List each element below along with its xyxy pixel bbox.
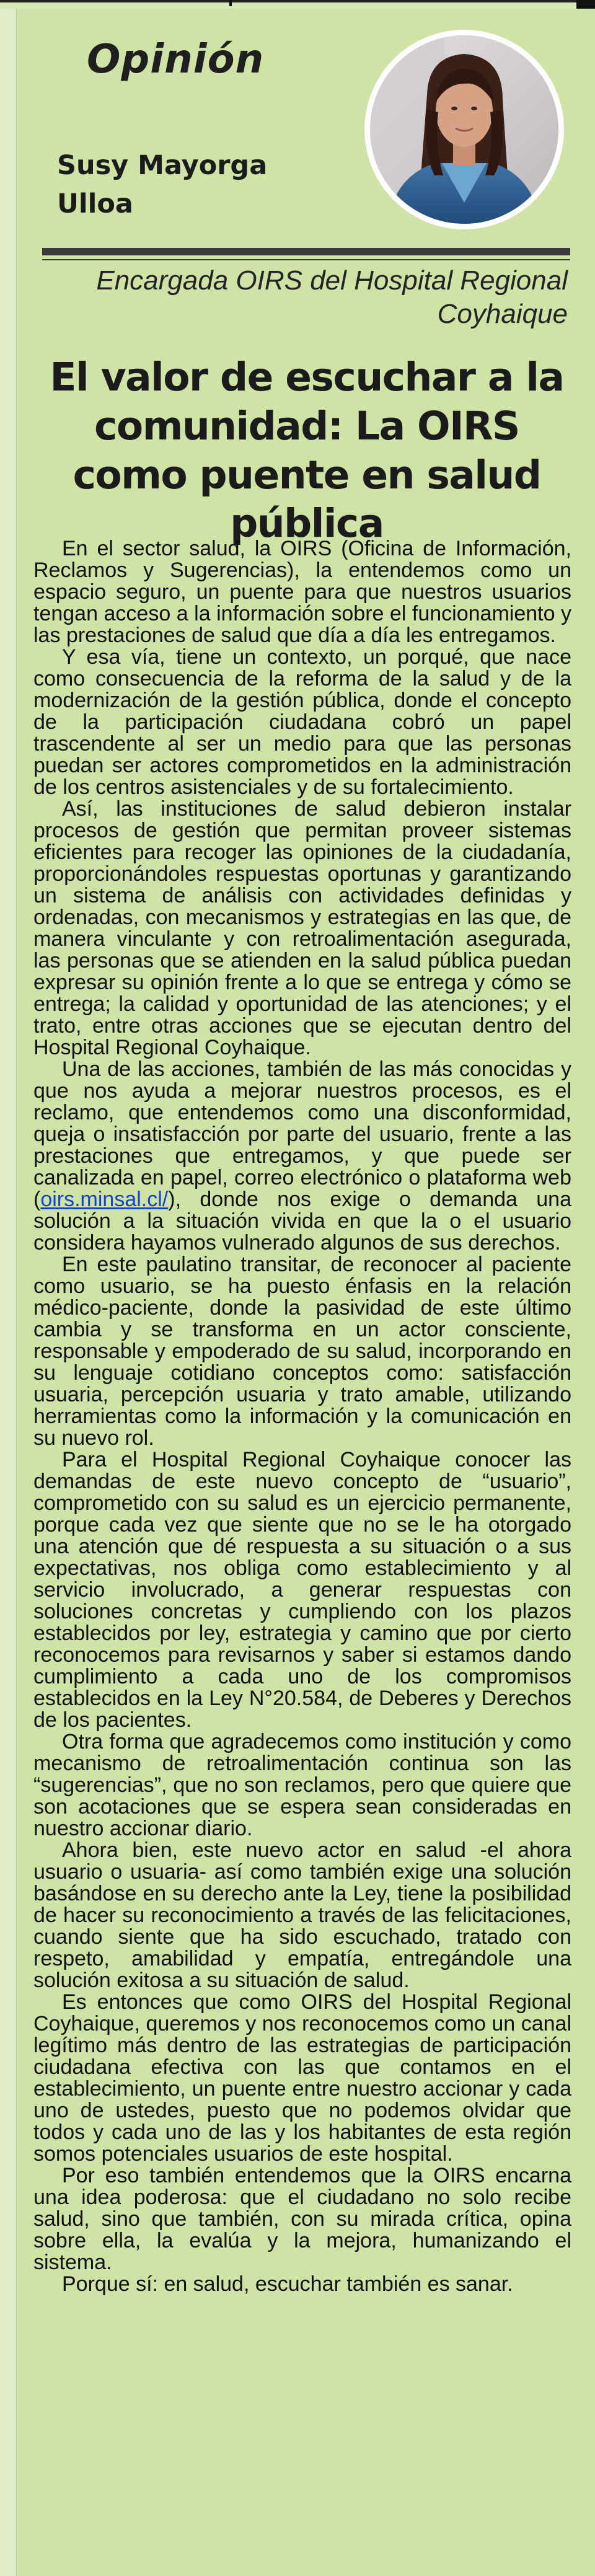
author-role: Encargada OIRS del Hospital Regional Coyhaique	[96, 265, 568, 330]
article-paragraph: En el sector salud, la OIRS (Oficina de Información, Reclamos y Sugerencias), la entendemos como un espacio seguro, un puente para que nuestros usuarios tengan acceso a la información sobre el funcionamiento y las prestaciones de salud que día a día les entregamos.	[33, 538, 571, 647]
article-closing-line: Porque sí: en salud, escuchar también es sanar.	[62, 2272, 513, 2296]
article-paragraph: Por eso también entendemos que la OIRS encarna una idea poderosa: que el ciudadano no solo recibe salud, sino que también, con su mirada crítica, opina sobre ella, la evalúa y la mejora, humanizando el sistema.	[33, 2164, 571, 2274]
top-right-corner-mark	[576, 0, 595, 9]
header-divider	[42, 248, 570, 255]
article-paragraph: Es entonces que como OIRS del Hospital Regional Coyhaique, queremos y nos reconocemos como un canal legítimo más dentro de las estrategias de participación ciudadana efectiva con las que contamos en el establecimiento, un puente entre nuestro accionar y cada uno de ustedes, puesto que no podemos olvidar que todos y cada uno de las y los habitantes de esta región somos potenciales usuarios de este hospital.	[33, 1990, 571, 2166]
author-name: Susy Mayorga Ulloa	[57, 150, 268, 220]
article-paragraph: Así, las instituciones de salud debieron instalar procesos de gestión que permitan proveer sistemas eficientes para recoger las opiniones de la ciudadanía, proporcionándoles respuestas oportunas y garantizando un sistema de análisis con actividades definidas y ordenadas, con mecanismos y estrategias en las que, de manera vinculante y con retroalimentación asegurada, las personas que se atienden en la salud pública puedan expresar su opinión frente a lo que se entrega y cómo se entrega; la calidad y oportunidad de las atenciones; y el trato, entre otras acciones que se ejecutan dentro del Hospital Regional Coyhaique.	[33, 797, 571, 1059]
article-headline: El valor de escuchar a la comunidad: La OIRS como puente en salud pública	[50, 355, 564, 547]
top-border-strip	[0, 0, 595, 9]
article-paragraph: Para el Hospital Regional Coyhaique conocer las demandas de este nuevo concepto de “usuario”, comprometido con su salud es un ejercicio permanente, porque cada vez que siente que no se le ha otorgado una atención que dé respuesta a su situación o a sus expectativas, nos obliga como establecimiento y al servicio involucrado, a generar respuestas con soluciones concretas y cumpliendo con los plazos establecidos por ley, estrategia y camino que por cierto reconocemos para revisarnos y saber si estamos dando cumplimiento a cada uno de los compromisos establecidos en la Ley N°20.584, de Deberes y Derechos de los pacientes.	[33, 1448, 571, 1732]
article-paragraph: Y esa vía, tiene un contexto, un porqué, que nace como consecuencia de la reforma de la salud y de la modernización de la gestión pública, donde el concepto de la participación ciudadana cobró un papel trascendente al ser un medio para que las personas puedan ser actores comprometidos en la administración de los centros asistenciales y de su fortalecimiento.	[33, 645, 571, 799]
paragraph-text: ), donde nos exige o demanda una solución a la situación vivida en que la o el usuario considera hayamos vulnerado algunos de sus derechos.	[33, 1188, 571, 1255]
left-gutter	[0, 9, 17, 2576]
page-fold-mark	[229, 0, 232, 6]
article-paragraph-with-link	[33, 1059, 571, 1254]
section-title: Opinión	[87, 37, 265, 82]
header-divider-thin	[42, 259, 570, 260]
paragraph-text: Una de las acciones, también de las más conocidas y que nos ayuda a mejorar nuestros procesos, es el reclamo, que entendemos como una disconformidad, queja o insatisfacción por parte del usuario, frente a las prestaciones que entregamos, y que puede ser canalizada en papel, correo electrónico o plataforma web (	[33, 1057, 571, 1211]
article-paragraph: Otra forma que agradecemos como institución y como mecanismo de retroalimentación continua son las “sugerencias”, que no son reclamos, pero que quiere que son acotaciones que se espera sean consideradas en nuestro accionar diario.	[33, 1730, 571, 1840]
article-paragraph: Ahora bien, este nuevo actor en salud -el ahora usuario o usuaria- así como también exige una solución basándose en su derecho ante la Ley, tiene la posibilidad de hacer su reconocimiento a través de las felicitaciones, cuando siente que ha sido escuchado, tratado con respeto, amabilidad y empatía, entregándole una solución exitosa a su situación de salud.	[33, 1838, 571, 1992]
author-photo	[364, 30, 564, 229]
top-rule	[0, 0, 595, 2]
oirs-website-link[interactable]: oirs.minsal.cl/	[40, 1188, 169, 1211]
article-paragraph: En este paulatino transitar, de reconocer al paciente como usuario, se ha puesto énfasis en la relación médico-paciente, donde la pasividad de este último cambia y se transforma en un actor consciente, responsable y empoderado de su salud, incorporando en su lenguaje cotidiano conceptos como: satisfacción usuaria, percepción usuaria y trato amable, utilizando herramientas como la información y la comunicación en su nuevo rol.	[33, 1253, 571, 1450]
author-portrait-illustration	[370, 35, 558, 224]
article-body	[33, 538, 571, 2540]
